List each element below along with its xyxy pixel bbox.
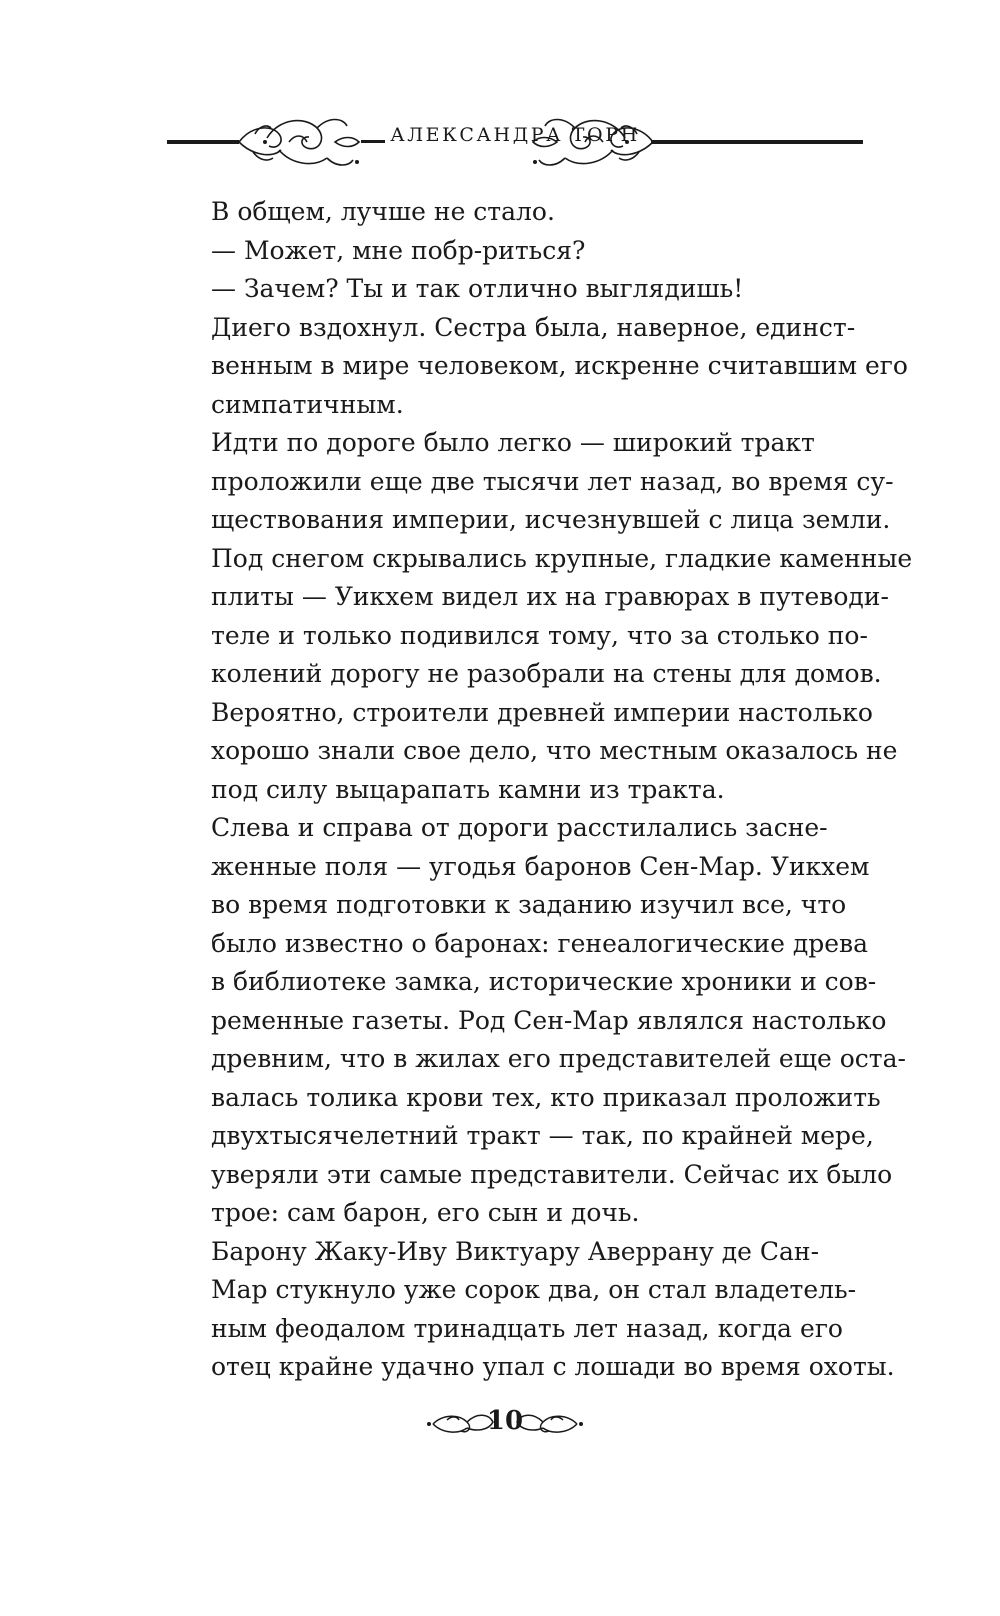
text-line: — Может, мне побр-риться? bbox=[211, 235, 586, 265]
text-line: Барону Жаку-Иву Виктуару Аверрану де Сан- bbox=[211, 1236, 820, 1266]
paragraph bbox=[167, 1233, 895, 1387]
text-line: теле и только подивился тому, что за столько по- bbox=[211, 620, 868, 650]
text-line: было известно о баронах: генеалогические древа bbox=[211, 928, 869, 958]
text-line: Под снегом скрывались крупные, гладкие каменные bbox=[211, 543, 913, 573]
text-line: колений дорогу не разобрали на стены для домов. bbox=[211, 659, 882, 688]
text-line: В общем, лучше не стало. bbox=[211, 197, 555, 226]
text-line: во время подготовки к заданию изучил все, что bbox=[211, 890, 847, 919]
text-line: — Зачем? Ты и так отлично выглядишь! bbox=[211, 274, 744, 303]
paragraph bbox=[167, 232, 843, 271]
page-body bbox=[167, 193, 913, 1387]
text-line: древним, что в жилах его представителей еще оста- bbox=[211, 1044, 906, 1073]
text-line: венным в мире человеком, искренне считавшим его bbox=[211, 351, 908, 380]
text-line: проложили еще две тысячи лет назад, во время су- bbox=[211, 466, 894, 496]
text-line: Идти по дороге было легко — широкий тракт bbox=[211, 428, 815, 457]
text-line: Слева и справа от дороги расстилались засне- bbox=[211, 813, 828, 842]
text-line: женные поля — угодья баронов Сен-Мар. Уикхем bbox=[211, 851, 870, 881]
text-line: валась толика крови тех, кто приказал проложить bbox=[211, 1082, 881, 1112]
text-line: уверяли эти самые представители. Сейчас их было bbox=[211, 1159, 893, 1189]
text-line: Вероятно, строители древней империи настолько bbox=[211, 697, 873, 727]
text-line: Диего вздохнул. Сестра была, наверное, единст- bbox=[211, 312, 856, 342]
text-line: ным феодалом тринадцать лет назад, когда его bbox=[211, 1313, 843, 1343]
text-line: под силу выцарапать камни из тракта. bbox=[211, 774, 725, 804]
running-header-author: АЛЕКСАНДРА ТОРН bbox=[390, 124, 640, 146]
page-number: 10 bbox=[486, 1406, 524, 1436]
page-footer bbox=[167, 1402, 843, 1442]
text-line: хорошо знали свое дело, что местным оказалось не bbox=[211, 736, 898, 765]
text-line: ществования империи, исчезнувшей с лица земли. bbox=[211, 505, 891, 534]
text-line: отец крайне удачно упал с лошади во время охоты. bbox=[211, 1352, 895, 1381]
text-line: плиты — Уикхем видел их на гравюрах в путеводи- bbox=[211, 582, 889, 611]
paragraph bbox=[167, 270, 843, 309]
text-line: двухтысячелетний тракт — так, по крайней мере, bbox=[211, 1121, 874, 1150]
text-line: ременные газеты. Род Сен-Мар являлся настолько bbox=[211, 1005, 887, 1035]
text-line: в библиотеке замка, исторические хроники и сов- bbox=[211, 967, 877, 996]
paragraph bbox=[167, 424, 913, 809]
text-line: Мар стукнуло уже сорок два, он стал владетель- bbox=[211, 1275, 857, 1304]
paragraph bbox=[167, 193, 843, 232]
text-line: симпатичным. bbox=[211, 389, 404, 419]
running-header bbox=[167, 112, 863, 182]
text-line: трое: сам барон, его сын и дочь. bbox=[211, 1198, 640, 1227]
header-ornament bbox=[167, 112, 863, 182]
paragraph bbox=[167, 809, 906, 1233]
paragraph bbox=[167, 309, 908, 425]
